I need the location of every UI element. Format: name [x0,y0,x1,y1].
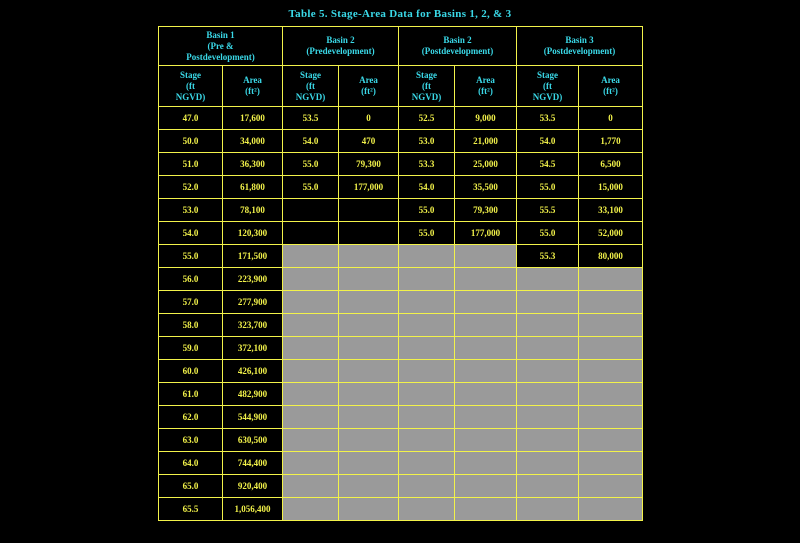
table-cell: 55.0 [517,222,579,245]
table-cell: 34,000 [223,130,283,153]
sub-header-stage-1-line1: Stage [180,69,201,80]
sub-header-stage-3-line3: NGVD) [411,91,442,102]
table-cell-empty [339,406,399,429]
sub-header-stage-1-line2: (ft [186,80,195,91]
table-cell-empty [517,291,579,314]
table-row [159,291,643,314]
table-cell: 59.0 [159,337,223,360]
table-cell-empty [339,337,399,360]
table-row [159,245,643,268]
table-cell-blank [283,222,339,245]
sub-header-area-1 [223,66,283,107]
table-cell-empty [455,429,517,452]
table-cell: 55.0 [399,199,455,222]
table-cell: 79,300 [339,153,399,176]
table-cell-empty [579,406,643,429]
table-cell-empty [455,406,517,429]
sub-header-area-4-line1: Area [601,75,620,85]
table-cell-empty [283,291,339,314]
table-cell-empty [517,429,579,452]
table-cell: 0 [579,107,643,130]
table-cell-empty [399,429,455,452]
table-cell: 6,500 [579,153,643,176]
table-cell-empty [283,475,339,498]
table-cell: 55.0 [159,245,223,268]
table-row [159,222,643,245]
table-cell-blank [339,199,399,222]
table-cell-empty [517,360,579,383]
group-header-basin-1-line2: (Pre & [207,40,234,51]
table-cell: 54.5 [517,153,579,176]
table-cell: 47.0 [159,107,223,130]
sub-header-stage-2-line3: NGVD) [295,91,326,102]
table-cell: 33,100 [579,199,643,222]
table-cell-empty [399,475,455,498]
sub-header-area-2-line2: (ft²) [361,86,376,96]
table-row [159,176,643,199]
group-header-basin-2-pre [283,27,399,66]
table-cell-empty [455,245,517,268]
table-cell: 61,800 [223,176,283,199]
table-cell: 80,000 [579,245,643,268]
sub-header-stage-3-line1: Stage [416,69,438,80]
sub-header-stage-2-line1: Stage [300,69,321,80]
table-cell-empty [283,406,339,429]
table-cell: 55.5 [517,199,579,222]
table-cell: 79,300 [455,199,517,222]
table-cell-empty [517,452,579,475]
table-title: Table 5. Stage-Area Data for Basins 1, 2, & 3 [288,8,512,20]
table-cell-empty [339,383,399,406]
table-cell: 470 [339,130,399,153]
sub-header-area-3 [455,66,517,107]
table-cell: 55.0 [517,176,579,199]
table-cell-empty [283,245,339,268]
table-cell-empty [517,314,579,337]
table-cell: 65.5 [159,498,223,521]
table-cell: 52.0 [159,176,223,199]
table-cell-empty [455,337,517,360]
table-cell-empty [339,314,399,337]
table-cell: 426,100 [223,360,283,383]
table-cell: 21,000 [455,130,517,153]
table-cell-empty [517,337,579,360]
table-cell-empty [455,268,517,291]
table-cell: 54.0 [517,130,579,153]
table-row [159,452,643,475]
table-cell-empty [399,498,455,521]
table-cell-empty [283,498,339,521]
table-cell: 1,770 [579,130,643,153]
sub-header-stage-4-line3: NGVD) [532,91,563,102]
table-cell: 177,000 [339,176,399,199]
table-cell: 15,000 [579,176,643,199]
group-header-basin-2-post-line1: Basin 2 [443,35,472,45]
table-cell-empty [283,360,339,383]
table-cell-empty [339,268,399,291]
table-cell-empty [283,383,339,406]
sub-header-stage-1 [159,66,223,107]
sub-header-area-4 [579,66,643,107]
table-cell-empty [339,360,399,383]
table-cell-blank [339,222,399,245]
table-row [159,360,643,383]
table-cell: 55.0 [283,176,339,199]
table-cell: 55.3 [517,245,579,268]
table-cell-empty [399,291,455,314]
table-cell: 62.0 [159,406,223,429]
table-row [159,383,643,406]
table-cell-empty [455,314,517,337]
sub-header-stage-2-line2: (ft [306,80,315,91]
table-cell-empty [283,452,339,475]
table-cell: 372,100 [223,337,283,360]
table-cell: 57.0 [159,291,223,314]
table-cell-empty [579,360,643,383]
table-row [159,130,643,153]
table-cell: 277,900 [223,291,283,314]
table-cell-empty [399,268,455,291]
table-cell-empty [517,498,579,521]
table-cell: 53.5 [517,107,579,130]
sub-header-area-4-line2: (ft²) [603,86,618,96]
table-row [159,337,643,360]
sub-header-area-1-line1: Area [243,75,262,85]
table-cell: 63.0 [159,429,223,452]
table-cell: 630,500 [223,429,283,452]
table-cell: 171,500 [223,245,283,268]
table-cell-empty [399,314,455,337]
table-cell-empty [399,360,455,383]
table-cell-empty [455,475,517,498]
table-row [159,153,643,176]
table-cell: 58.0 [159,314,223,337]
table-cell: 60.0 [159,360,223,383]
stage-area-table [158,26,643,521]
table-cell-empty [283,314,339,337]
table-cell-empty [339,452,399,475]
table-cell: 50.0 [159,130,223,153]
table-row [159,498,643,521]
table-cell: 9,000 [455,107,517,130]
table-cell: 25,000 [455,153,517,176]
table-cell: 223,900 [223,268,283,291]
group-header-basin-2-post-line2: (Postdevelopment) [421,46,494,56]
table-cell: 120,300 [223,222,283,245]
table-cell-empty [517,268,579,291]
table-cell-empty [283,268,339,291]
table-row [159,107,643,130]
sub-header-area-3-line2: (ft²) [478,86,493,96]
table-cell-empty [339,498,399,521]
group-header-basin-3-line1: Basin 3 [565,35,594,45]
table-cell: 53.0 [399,130,455,153]
sub-header-area-3-line1: Area [476,75,495,85]
stage-area-table-container [158,26,642,521]
table-cell-empty [517,383,579,406]
table-cell: 35,500 [455,176,517,199]
table-row [159,199,643,222]
table-header [159,27,643,107]
table-cell-empty [399,337,455,360]
table-cell-empty [579,268,643,291]
table-cell: 744,400 [223,452,283,475]
table-row [159,406,643,429]
sub-header-area-2-line1: Area [359,75,378,85]
table-cell: 65.0 [159,475,223,498]
table-cell: 54.0 [399,176,455,199]
sub-header-stage-1-line3: NGVD) [175,91,206,102]
group-header-basin-3-line2: (Postdevelopment) [543,46,616,56]
table-cell: 482,900 [223,383,283,406]
table-cell: 55.0 [399,222,455,245]
group-header-basin-2-pre-line2: (Predevelopment) [306,46,375,56]
table-cell-empty [283,429,339,452]
table-cell-empty [579,314,643,337]
table-cell-empty [579,383,643,406]
table-cell-empty [517,406,579,429]
table-cell: 323,700 [223,314,283,337]
sub-header-stage-4-line1: Stage [537,69,559,80]
table-cell-empty [455,383,517,406]
table-cell: 54.0 [159,222,223,245]
sub-header-stage-4 [517,66,579,107]
table-cell: 54.0 [283,130,339,153]
table-cell: 61.0 [159,383,223,406]
table-cell: 36,300 [223,153,283,176]
table-cell-empty [517,475,579,498]
table-cell-empty [339,475,399,498]
table-cell-empty [399,245,455,268]
table-row [159,475,643,498]
table-cell-empty [579,291,643,314]
table-cell-empty [579,429,643,452]
group-header-row [159,27,643,66]
sub-header-area-2 [339,66,399,107]
table-cell: 177,000 [455,222,517,245]
table-cell: 0 [339,107,399,130]
table-cell-empty [339,291,399,314]
table-cell: 56.0 [159,268,223,291]
table-cell-empty [579,452,643,475]
table-cell-empty [579,337,643,360]
table-cell-empty [399,383,455,406]
table-row [159,314,643,337]
group-header-basin-1-line3: Postdevelopment) [186,51,255,62]
table-cell: 52,000 [579,222,643,245]
table-cell: 1,056,400 [223,498,283,521]
table-cell: 920,400 [223,475,283,498]
table-cell: 53.3 [399,153,455,176]
group-header-basin-2-pre-line1: Basin 2 [326,35,355,45]
table-cell-empty [339,429,399,452]
table-cell: 55.0 [283,153,339,176]
group-header-basin-1-line1: Basin 1 [206,29,235,40]
table-cell-empty [399,406,455,429]
sub-header-stage-3-line2: (ft [422,80,432,91]
table-cell: 78,100 [223,199,283,222]
table-cell-empty [455,452,517,475]
table-cell-empty [455,291,517,314]
table-cell-empty [339,245,399,268]
table-row [159,268,643,291]
table-cell-empty [579,498,643,521]
sub-header-stage-4-line2: (ft [543,80,553,91]
table-cell: 17,600 [223,107,283,130]
table-cell: 52.5 [399,107,455,130]
table-cell: 51.0 [159,153,223,176]
table-cell-empty [455,498,517,521]
sub-header-row [159,66,643,107]
table-body [159,107,643,521]
sub-header-stage-3 [399,66,455,107]
table-cell: 64.0 [159,452,223,475]
sub-header-stage-2 [283,66,339,107]
group-header-basin-2-post [399,27,517,66]
table-cell-empty [579,475,643,498]
table-cell-blank [283,199,339,222]
sub-header-area-1-line2: (ft²) [245,86,260,96]
group-header-basin-3 [517,27,643,66]
group-header-basin-1 [159,27,283,66]
table-cell-empty [455,360,517,383]
table-cell-empty [283,337,339,360]
table-cell: 53.5 [283,107,339,130]
table-row [159,429,643,452]
table-cell-empty [399,452,455,475]
table-cell: 53.0 [159,199,223,222]
table-cell: 544,900 [223,406,283,429]
